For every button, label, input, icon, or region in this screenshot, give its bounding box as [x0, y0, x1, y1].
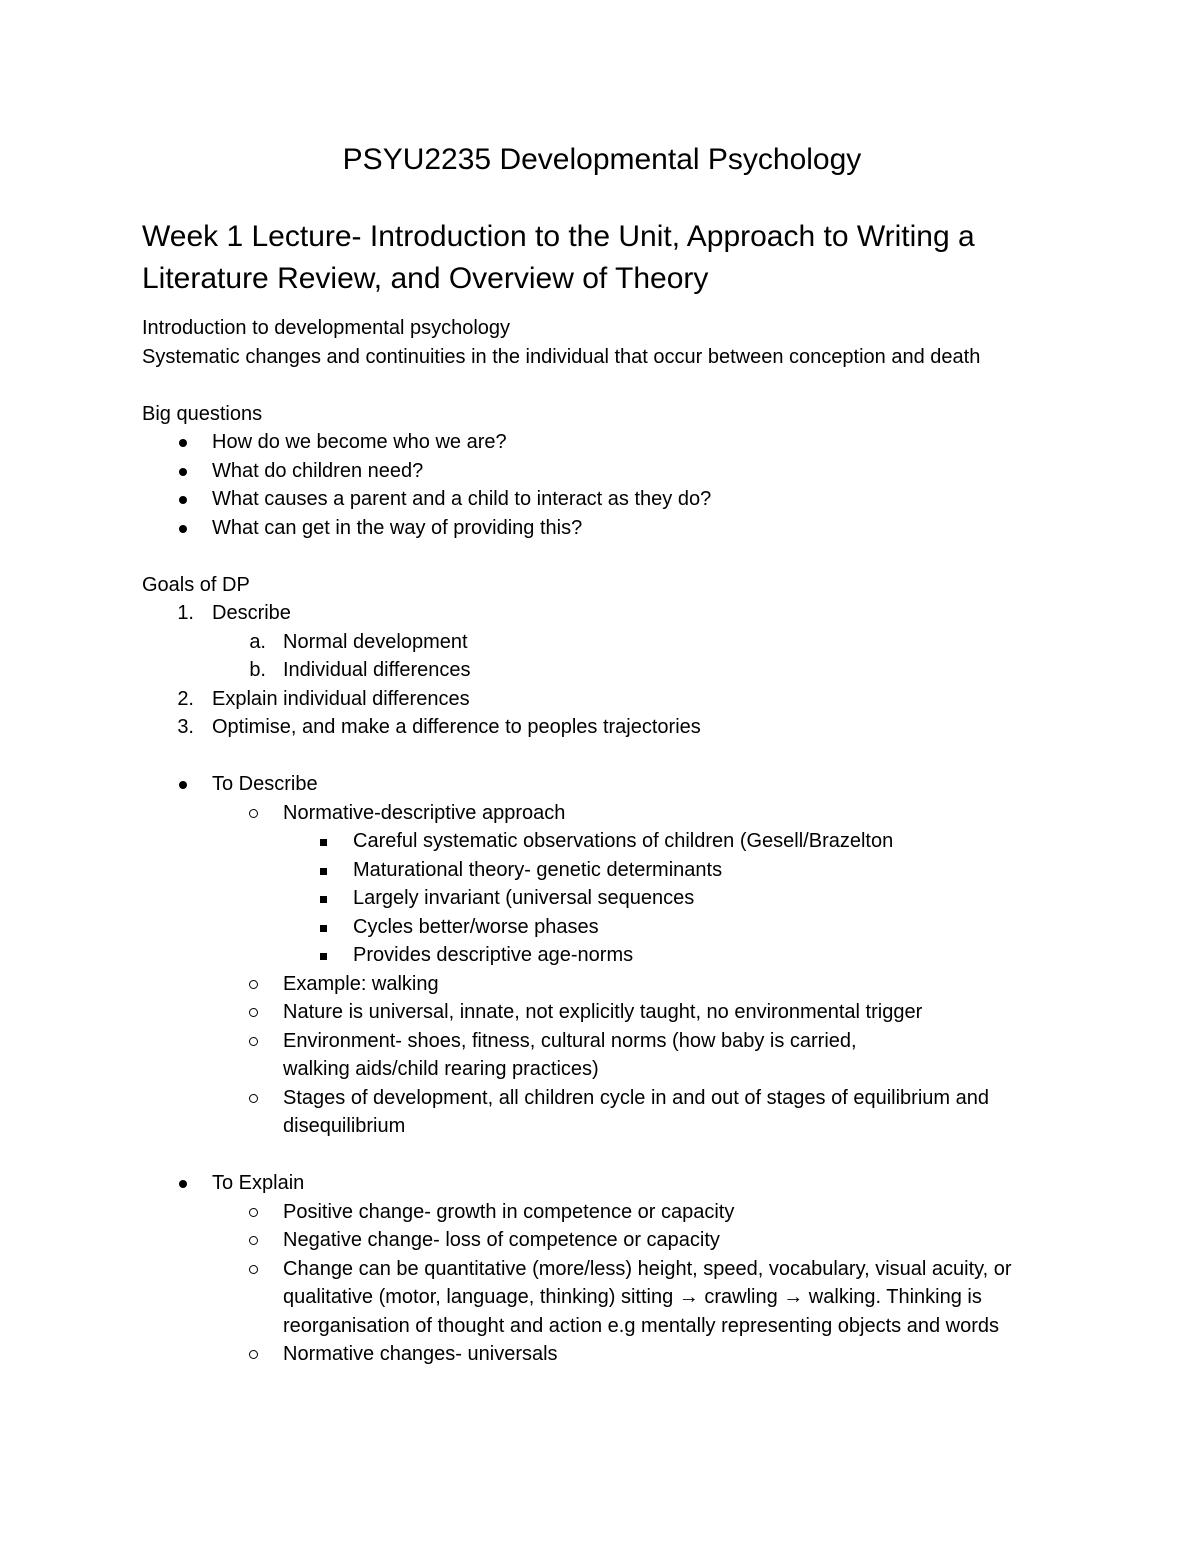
list-item: Normative changes- universals — [142, 1340, 1062, 1369]
document-page — [142, 140, 1062, 1369]
list-item: Environment- shoes, fitness, cultural norms (how baby is carried, walking aids/child rearing practices) — [142, 1027, 1062, 1084]
bullet-icon — [179, 468, 187, 476]
list-item: 1. Describe — [177, 602, 291, 624]
bullet-icon — [179, 1180, 187, 1188]
list-item: What causes a parent and a child to interact as they do? — [142, 485, 1062, 514]
hollow-bullet-icon — [249, 1037, 258, 1046]
big-questions-label: Big questions — [142, 402, 263, 425]
list-item: Stages of development, all children cycle in and out of stages of equilibrium and disequilibrium — [142, 1084, 1062, 1141]
list-item: Normative-descriptive approach — [142, 799, 1062, 828]
document-title: PSYU2235 Developmental Psychology — [342, 143, 862, 176]
hollow-bullet-icon — [249, 1350, 258, 1359]
list-item: Careful systematic observations of children (Gesell/Brazelton — [142, 827, 1062, 856]
goals-list — [142, 599, 1062, 742]
square-bullet-icon — [320, 839, 327, 846]
spacer — [142, 742, 1062, 771]
square-bullet-icon — [320, 868, 327, 875]
list-item: What can get in the way of providing this? — [142, 514, 1062, 543]
bullet-icon — [179, 496, 187, 504]
hollow-bullet-icon — [249, 1208, 258, 1217]
hollow-bullet-icon — [249, 980, 258, 989]
intro-line-2: Systematic changes and continuities in the individual that occur between conception and death — [142, 345, 981, 368]
square-bullet-icon — [320, 953, 327, 960]
big-questions-list — [142, 428, 1062, 542]
goals-label: Goals of DP — [142, 573, 250, 596]
list-item: To Explain — [142, 1169, 1062, 1198]
spacer — [142, 542, 1062, 571]
list-item: Example: walking — [142, 970, 1062, 999]
list-item: How do we become who we are? — [142, 428, 1062, 457]
list-item: Largely invariant (universal sequences — [142, 884, 1062, 913]
bullet-icon — [179, 525, 187, 533]
describe-list — [142, 770, 1062, 1141]
bullet-icon — [179, 781, 187, 789]
explain-list — [142, 1169, 1062, 1369]
list-item: 2. Explain individual differences — [177, 687, 470, 710]
list-item: Maturational theory- genetic determinants — [142, 856, 1062, 885]
list-item: Cycles better/worse phases — [142, 913, 1062, 942]
intro-line-1: Introduction to developmental psychology — [142, 317, 511, 339]
list-item: What do children need? — [142, 457, 1062, 486]
list-item: To Describe — [142, 770, 1062, 799]
list-item: 3. Optimise, and make a difference to peoples trajectories — [177, 716, 701, 738]
list-item: Nature is universal, innate, not explicitly taught, no environmental trigger — [142, 998, 1062, 1027]
square-bullet-icon — [320, 925, 327, 932]
hollow-bullet-icon — [249, 809, 258, 818]
list-item: Provides descriptive age-norms — [142, 941, 1062, 970]
square-bullet-icon — [320, 896, 327, 903]
list-item: Positive change- growth in competence or capacity — [142, 1198, 1062, 1227]
bullet-icon — [179, 439, 187, 447]
hollow-bullet-icon — [249, 1094, 258, 1103]
spacer — [142, 371, 1062, 400]
list-item: b. Individual differences — [249, 659, 471, 681]
hollow-bullet-icon — [249, 1008, 258, 1017]
list-item: a. Normal development — [249, 630, 468, 653]
lecture-heading: Week 1 Lecture- Introduction to the Unit, Approach to Writing a Literature Review, and Overview of Theory — [142, 220, 975, 295]
hollow-bullet-icon — [249, 1236, 258, 1245]
list-item: Change can be quantitative (more/less) height, speed, vocabulary, visual acuity, or qualitative (motor, language, thinking) sitting → crawling → walking. Thinking is reorganisation of thought and action e.g mentally representing objects and words — [142, 1255, 1062, 1341]
list-item: Negative change- loss of competence or capacity — [142, 1226, 1062, 1255]
hollow-bullet-icon — [249, 1265, 258, 1274]
spacer — [142, 1141, 1062, 1170]
